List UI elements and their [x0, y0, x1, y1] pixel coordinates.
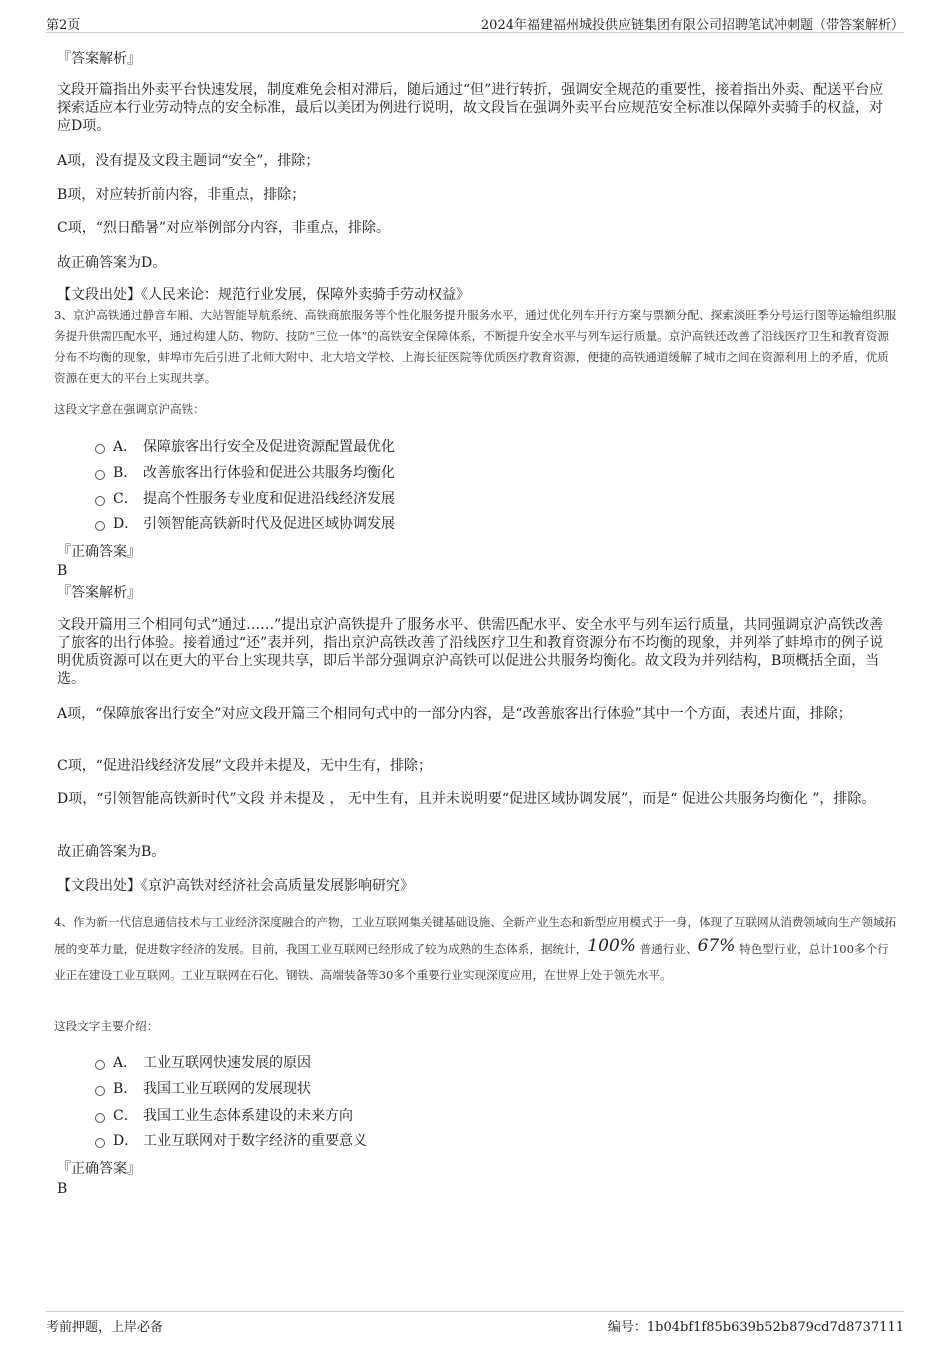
q2-analysis-option-a: A项，没有提及文段主题词“安全”，排除； [57, 153, 320, 169]
percent-value: 100% [587, 936, 636, 956]
q3-option-c[interactable]: C． 提高个性服务专业度和促进沿线经济发展 [95, 490, 395, 508]
q3-correct-label: 『正确答案』 [57, 544, 141, 560]
q3-analysis-option-d: D项，“引领智能高铁新时代”文段 并未提及 ， 无中生有，且并未说明要“促进区域协调发展”，而是“ 促进公共服务均衡化 ”，排除。 [57, 791, 876, 807]
q3-correct-answer: B [57, 563, 68, 579]
q4-question: 这段文字主要介绍： [54, 1019, 159, 1033]
q3-option-d[interactable]: D． 引领智能高铁新时代及促进区域协调发展 [95, 515, 395, 533]
q2-analysis-option-b: B项，对应转折前内容，非重点，排除； [57, 187, 306, 203]
q3-stem: 3、京沪高铁通过静音车厢、大站智能导航系统、高铁商旅服务等个性化服务提升服务水平，通过优化列车开行方案与票额分配、探索淡旺季分号运行图等运输组织服务提升供需匹配水平，通过构建人防、物防、技防“三位一体”的高铁安全保障体系，不断提升安全水平与列车运行质量。京沪高铁还改善了沿线医疗卫生和教育资源分布不均衡的现象，蚌埠市先后引进了北师大附中、北大培文学校、上海长征医院等优质医疗教育资源，便捷的高铁通道缓解了城市之间在资源利用上的矛盾，优质资源在更大的平台上实现共享。 [54, 308, 897, 385]
radio-button[interactable] [95, 470, 105, 480]
radio-button[interactable] [95, 1086, 105, 1096]
q3-analysis-option-c: C项，“促进沿线经济发展”文段并未提及，无中生有，排除； [57, 758, 433, 774]
q4-option-a[interactable]: A． 工业互联网快速发展的原因 [95, 1054, 311, 1072]
q2-conclusion: 故正确答案为D。 [57, 255, 167, 271]
q4-option-d[interactable]: D． 工业互联网对于数字经济的重要意义 [95, 1132, 367, 1150]
percent-value: 67% [697, 936, 736, 956]
document-id: 编号：1b04bf1f85b639b52b879cd7d8737111 [607, 1320, 904, 1335]
q4-option-b[interactable]: B． 我国工业互联网的发展现状 [95, 1080, 311, 1098]
radio-button[interactable] [95, 1113, 105, 1123]
radio-button[interactable] [95, 496, 105, 506]
q3-conclusion: 故正确答案为B。 [57, 844, 166, 860]
q4-correct-answer: B [57, 1181, 68, 1197]
q3-question: 这段文字意在强调京沪高铁： [54, 402, 205, 416]
footer-slogan: 考前押题，上岸必备 [46, 1320, 164, 1335]
q3-analysis-option-a: A项，“保障旅客出行安全”对应文段开篇三个相同句式中的一部分内容，是“改善旅客出行体验”其中一个方面，表述片面，排除； [57, 706, 852, 722]
q2-analysis-text: 文段开篇指出外卖平台快速发展，制度难免会相对滞后，随后通过“但”进行转折，强调安全规范的重要性，接着指出外卖、配送平台应探索适应本行业劳动特点的安全标准，最后以美团为例进行说明，故文段旨在强调外卖平台应规范安全标准以保障外卖骑手的权益，对应D项。 [57, 82, 884, 134]
document-title: 2024年福建福州城投供应链集团有限公司招聘笔试冲刺题（带答案解析） [480, 18, 904, 33]
q4-option-c[interactable]: C． 我国工业生态体系建设的未来方向 [95, 1107, 353, 1125]
q3-analysis-text: 文段开篇用三个相同句式“通过……”提出京沪高铁提升了服务水平、供需匹配水平、安全水平与列车运行质量，共同强调京沪高铁改善了旅客的出行体验。接着通过“还”表并列，指出京沪高铁改善了沿线医疗卫生和教育资源分布不均衡的现象，并列举了蚌埠市的例子说明优质资源可以在更大的平台上实现共享，即后半部分强调京沪高铁可以促进公共服务均衡化。故文段为并列结构，B项概括全面，当选。 [57, 617, 884, 687]
q3-option-a[interactable]: A． 保障旅客出行安全及促进资源配置最优化 [95, 438, 395, 456]
q2-source: 【文段出处】《人民来论：规范行业发展，保障外卖骑手劳动权益》 [57, 287, 470, 303]
q3-analysis-label: 『答案解析』 [57, 585, 141, 601]
radio-button[interactable] [95, 521, 105, 531]
q2-analysis-label: 『答案解析』 [57, 51, 141, 67]
q2-analysis-option-c: C项，“烈日酷暑”对应举例部分内容，非重点，排除。 [57, 220, 391, 236]
q4-correct-label: 『正确答案』 [57, 1161, 141, 1177]
radio-button[interactable] [95, 444, 105, 454]
radio-button[interactable] [95, 1138, 105, 1148]
q3-source: 【文段出处】《京沪高铁对经济社会高质量发展影响研究》 [57, 878, 414, 894]
radio-button[interactable] [95, 1060, 105, 1070]
page-footer [46, 1311, 904, 1340]
q3-option-b[interactable]: B． 改善旅客出行体验和促进公共服务均衡化 [95, 464, 395, 482]
page-number: 第2页 [46, 18, 81, 33]
q4-stem: 4、作为新一代信息通信技术与工业经济深度融合的产物，工业互联网集关键基础设施、全新产业生态和新型应用模式于一身，体现了互联网从消费领域向生产领域拓展的变革力量，促进数字经济的发展。目前，我国工业互联网已经形成了较为成熟的生态体系，据统计，100% 普通行业、67% 特色型行业，总计100多个行业正在建设工业互联网。工业互联网在石化、钢铁、高端装备等30多个重要行业实现深度应用，在世界上处于领先水平。 [54, 915, 897, 982]
